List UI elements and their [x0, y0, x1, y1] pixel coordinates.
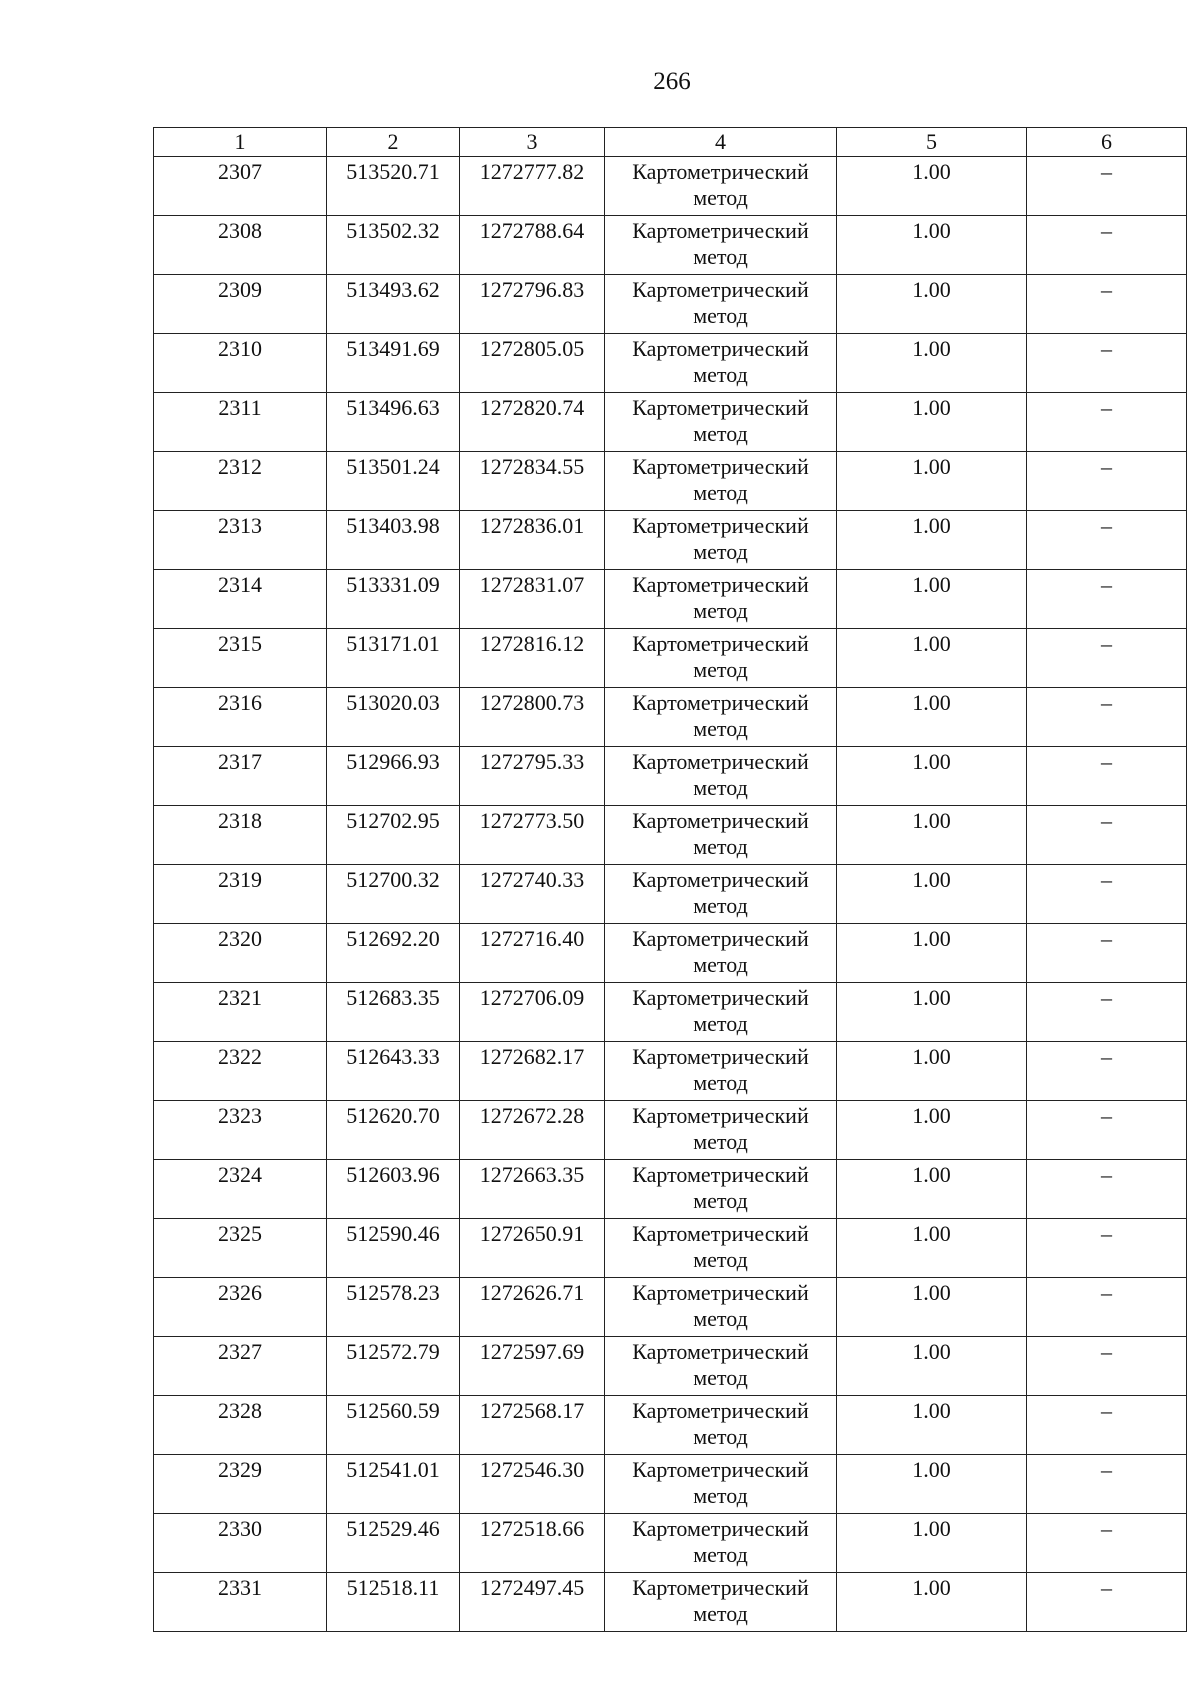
x-coordinate-cell: 512643.33 [327, 1042, 460, 1101]
description-cell: – [1027, 747, 1187, 806]
accuracy-cell: 1.00 [837, 1455, 1027, 1514]
accuracy-cell: 1.00 [837, 806, 1027, 865]
x-coordinate-cell: 512692.20 [327, 924, 460, 983]
table-row [154, 1337, 1187, 1396]
point-number-cell: 2311 [154, 393, 327, 452]
description-cell: – [1027, 275, 1187, 334]
x-coordinate-cell: 512578.23 [327, 1278, 460, 1337]
table-row [154, 1455, 1187, 1514]
x-coordinate-cell: 513171.01 [327, 629, 460, 688]
description-cell: – [1027, 983, 1187, 1042]
point-number-cell: 2316 [154, 688, 327, 747]
accuracy-cell: 1.00 [837, 157, 1027, 216]
description-cell: – [1027, 1278, 1187, 1337]
x-coordinate-cell: 513520.71 [327, 157, 460, 216]
point-number-cell: 2319 [154, 865, 327, 924]
point-number-cell: 2322 [154, 1042, 327, 1101]
x-coordinate-cell: 512590.46 [327, 1219, 460, 1278]
accuracy-cell: 1.00 [837, 747, 1027, 806]
accuracy-cell: 1.00 [837, 629, 1027, 688]
determination-method-cell: Картометрический метод [605, 1573, 837, 1632]
point-number-cell: 2308 [154, 216, 327, 275]
determination-method-cell: Картометрический метод [605, 1160, 837, 1219]
x-coordinate-cell: 513331.09 [327, 570, 460, 629]
table-row [154, 629, 1187, 688]
point-number-cell: 2321 [154, 983, 327, 1042]
description-cell: – [1027, 1160, 1187, 1219]
point-number-cell: 2331 [154, 1573, 327, 1632]
determination-method-cell: Картометрический метод [605, 1337, 837, 1396]
column-header: 3 [460, 128, 605, 157]
determination-method-cell: Картометрический метод [605, 1514, 837, 1573]
accuracy-cell: 1.00 [837, 1514, 1027, 1573]
table-row [154, 393, 1187, 452]
determination-method-cell: Картометрический метод [605, 393, 837, 452]
description-cell: – [1027, 216, 1187, 275]
determination-method-cell: Картометрический метод [605, 334, 837, 393]
x-coordinate-cell: 512518.11 [327, 1573, 460, 1632]
determination-method-cell: Картометрический метод [605, 865, 837, 924]
determination-method-cell: Картометрический метод [605, 924, 837, 983]
determination-method-cell: Картометрический метод [605, 275, 837, 334]
accuracy-cell: 1.00 [837, 452, 1027, 511]
table-row [154, 334, 1187, 393]
column-header: 2 [327, 128, 460, 157]
description-cell: – [1027, 1219, 1187, 1278]
page-number: 266 [653, 68, 691, 95]
determination-method-cell: Картометрический метод [605, 570, 837, 629]
x-coordinate-cell: 513493.62 [327, 275, 460, 334]
y-coordinate-cell: 1272546.30 [460, 1455, 605, 1514]
description-cell: – [1027, 1455, 1187, 1514]
point-number-cell: 2326 [154, 1278, 327, 1337]
x-coordinate-cell: 512966.93 [327, 747, 460, 806]
table-row [154, 806, 1187, 865]
table-row [154, 1219, 1187, 1278]
table-row [154, 452, 1187, 511]
table-row [154, 570, 1187, 629]
table-row [154, 1278, 1187, 1337]
determination-method-cell: Картометрический метод [605, 747, 837, 806]
accuracy-cell: 1.00 [837, 1573, 1027, 1632]
table-body [154, 128, 1187, 1632]
description-cell: – [1027, 511, 1187, 570]
point-number-cell: 2329 [154, 1455, 327, 1514]
column-header: 5 [837, 128, 1027, 157]
x-coordinate-cell: 513502.32 [327, 216, 460, 275]
table-row [154, 511, 1187, 570]
description-cell: – [1027, 688, 1187, 747]
y-coordinate-cell: 1272831.07 [460, 570, 605, 629]
accuracy-cell: 1.00 [837, 1278, 1027, 1337]
description-cell: – [1027, 629, 1187, 688]
table-row [154, 747, 1187, 806]
determination-method-cell: Картометрический метод [605, 1042, 837, 1101]
point-number-cell: 2330 [154, 1514, 327, 1573]
table-row [154, 1101, 1187, 1160]
accuracy-cell: 1.00 [837, 570, 1027, 629]
x-coordinate-cell: 512560.59 [327, 1396, 460, 1455]
table-row [154, 1573, 1187, 1632]
description-cell: – [1027, 1101, 1187, 1160]
x-coordinate-cell: 513496.63 [327, 393, 460, 452]
determination-method-cell: Картометрический метод [605, 157, 837, 216]
table-row [154, 688, 1187, 747]
accuracy-cell: 1.00 [837, 275, 1027, 334]
point-number-cell: 2312 [154, 452, 327, 511]
x-coordinate-cell: 512700.32 [327, 865, 460, 924]
x-coordinate-cell: 513491.69 [327, 334, 460, 393]
y-coordinate-cell: 1272497.45 [460, 1573, 605, 1632]
table-row [154, 1042, 1187, 1101]
determination-method-cell: Картометрический метод [605, 1455, 837, 1514]
y-coordinate-cell: 1272834.55 [460, 452, 605, 511]
y-coordinate-cell: 1272800.73 [460, 688, 605, 747]
determination-method-cell: Картометрический метод [605, 216, 837, 275]
accuracy-cell: 1.00 [837, 216, 1027, 275]
determination-method-cell: Картометрический метод [605, 1101, 837, 1160]
determination-method-cell: Картометрический метод [605, 983, 837, 1042]
description-cell: – [1027, 1573, 1187, 1632]
y-coordinate-cell: 1272706.09 [460, 983, 605, 1042]
description-cell: – [1027, 334, 1187, 393]
table-row [154, 983, 1187, 1042]
accuracy-cell: 1.00 [837, 983, 1027, 1042]
x-coordinate-cell: 512541.01 [327, 1455, 460, 1514]
x-coordinate-cell: 512702.95 [327, 806, 460, 865]
y-coordinate-cell: 1272795.33 [460, 747, 605, 806]
y-coordinate-cell: 1272740.33 [460, 865, 605, 924]
description-cell: – [1027, 393, 1187, 452]
x-coordinate-cell: 512572.79 [327, 1337, 460, 1396]
table-row [154, 1160, 1187, 1219]
accuracy-cell: 1.00 [837, 1337, 1027, 1396]
accuracy-cell: 1.00 [837, 511, 1027, 570]
y-coordinate-cell: 1272650.91 [460, 1219, 605, 1278]
description-cell: – [1027, 570, 1187, 629]
description-cell: – [1027, 157, 1187, 216]
point-number-cell: 2309 [154, 275, 327, 334]
description-cell: – [1027, 1514, 1187, 1573]
point-number-cell: 2323 [154, 1101, 327, 1160]
accuracy-cell: 1.00 [837, 393, 1027, 452]
y-coordinate-cell: 1272820.74 [460, 393, 605, 452]
determination-method-cell: Картометрический метод [605, 806, 837, 865]
point-number-cell: 2313 [154, 511, 327, 570]
point-number-cell: 2307 [154, 157, 327, 216]
determination-method-cell: Картометрический метод [605, 511, 837, 570]
description-cell: – [1027, 1337, 1187, 1396]
accuracy-cell: 1.00 [837, 1101, 1027, 1160]
description-cell: – [1027, 924, 1187, 983]
description-cell: – [1027, 1042, 1187, 1101]
accuracy-cell: 1.00 [837, 1396, 1027, 1455]
table-row [154, 924, 1187, 983]
determination-method-cell: Картометрический метод [605, 688, 837, 747]
column-header: 6 [1027, 128, 1187, 157]
table-row [154, 1514, 1187, 1573]
table-row [154, 1396, 1187, 1455]
point-number-cell: 2314 [154, 570, 327, 629]
table-row [154, 275, 1187, 334]
x-coordinate-cell: 512603.96 [327, 1160, 460, 1219]
column-header: 4 [605, 128, 837, 157]
accuracy-cell: 1.00 [837, 924, 1027, 983]
description-cell: – [1027, 1396, 1187, 1455]
description-cell: – [1027, 452, 1187, 511]
point-number-cell: 2317 [154, 747, 327, 806]
accuracy-cell: 1.00 [837, 688, 1027, 747]
x-coordinate-cell: 512620.70 [327, 1101, 460, 1160]
x-coordinate-cell: 513501.24 [327, 452, 460, 511]
point-number-cell: 2328 [154, 1396, 327, 1455]
y-coordinate-cell: 1272788.64 [460, 216, 605, 275]
table-row [154, 865, 1187, 924]
y-coordinate-cell: 1272805.05 [460, 334, 605, 393]
y-coordinate-cell: 1272626.71 [460, 1278, 605, 1337]
y-coordinate-cell: 1272672.28 [460, 1101, 605, 1160]
y-coordinate-cell: 1272597.69 [460, 1337, 605, 1396]
y-coordinate-cell: 1272836.01 [460, 511, 605, 570]
y-coordinate-cell: 1272716.40 [460, 924, 605, 983]
table-row [154, 157, 1187, 216]
determination-method-cell: Картометрический метод [605, 1219, 837, 1278]
x-coordinate-cell: 512683.35 [327, 983, 460, 1042]
x-coordinate-cell: 513020.03 [327, 688, 460, 747]
point-number-cell: 2315 [154, 629, 327, 688]
table-row [154, 216, 1187, 275]
accuracy-cell: 1.00 [837, 334, 1027, 393]
y-coordinate-cell: 1272777.82 [460, 157, 605, 216]
point-number-cell: 2310 [154, 334, 327, 393]
point-number-cell: 2318 [154, 806, 327, 865]
accuracy-cell: 1.00 [837, 1219, 1027, 1278]
y-coordinate-cell: 1272518.66 [460, 1514, 605, 1573]
accuracy-cell: 1.00 [837, 1042, 1027, 1101]
determination-method-cell: Картометрический метод [605, 1396, 837, 1455]
determination-method-cell: Картометрический метод [605, 629, 837, 688]
y-coordinate-cell: 1272773.50 [460, 806, 605, 865]
determination-method-cell: Картометрический метод [605, 452, 837, 511]
point-number-cell: 2325 [154, 1219, 327, 1278]
y-coordinate-cell: 1272568.17 [460, 1396, 605, 1455]
y-coordinate-cell: 1272816.12 [460, 629, 605, 688]
x-coordinate-cell: 513403.98 [327, 511, 460, 570]
description-cell: – [1027, 806, 1187, 865]
point-number-cell: 2324 [154, 1160, 327, 1219]
determination-method-cell: Картометрический метод [605, 1278, 837, 1337]
description-cell: – [1027, 865, 1187, 924]
y-coordinate-cell: 1272682.17 [460, 1042, 605, 1101]
accuracy-cell: 1.00 [837, 1160, 1027, 1219]
point-number-cell: 2320 [154, 924, 327, 983]
x-coordinate-cell: 512529.46 [327, 1514, 460, 1573]
y-coordinate-cell: 1272663.35 [460, 1160, 605, 1219]
accuracy-cell: 1.00 [837, 865, 1027, 924]
column-header: 1 [154, 128, 327, 157]
coordinates-table [153, 127, 1187, 1632]
point-number-cell: 2327 [154, 1337, 327, 1396]
y-coordinate-cell: 1272796.83 [460, 275, 605, 334]
table-header-row [154, 128, 1187, 157]
